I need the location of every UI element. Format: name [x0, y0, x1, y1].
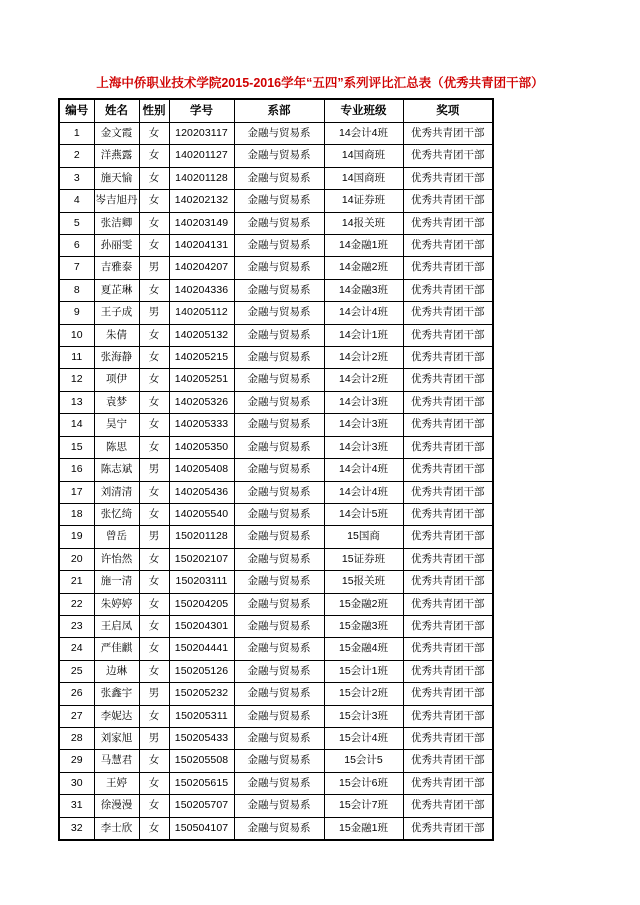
cell-award: 优秀共青团干部: [403, 414, 493, 436]
cell-dept: 金融与贸易系: [234, 750, 324, 772]
cell-class: 15会计6班: [324, 772, 403, 794]
table-row: [59, 615, 493, 637]
cell-sid: 150205126: [169, 660, 234, 682]
cell-dept: 金融与贸易系: [234, 123, 324, 145]
cell-gender: 女: [139, 705, 169, 727]
cell-num: 28: [59, 727, 94, 749]
cell-num: 8: [59, 279, 94, 301]
cell-num: 32: [59, 817, 94, 840]
cell-dept: 金融与贸易系: [234, 817, 324, 840]
cell-dept: 金融与贸易系: [234, 235, 324, 257]
cell-sid: 140205132: [169, 324, 234, 346]
table-row: [59, 279, 493, 301]
table-row: [59, 571, 493, 593]
cell-name: 洋燕露: [94, 145, 139, 167]
cell-gender: 男: [139, 459, 169, 481]
cell-num: 2: [59, 145, 94, 167]
cell-gender: 女: [139, 369, 169, 391]
cell-name: 项伊: [94, 369, 139, 391]
cell-num: 12: [59, 369, 94, 391]
cell-gender: 女: [139, 347, 169, 369]
cell-name: 张鑫宇: [94, 683, 139, 705]
table-row: [59, 235, 493, 257]
cell-sid: 150201128: [169, 526, 234, 548]
cell-sid: 120203117: [169, 123, 234, 145]
table-row: [59, 683, 493, 705]
cell-class: 15会计2班: [324, 683, 403, 705]
cell-dept: 金融与贸易系: [234, 638, 324, 660]
cell-num: 30: [59, 772, 94, 794]
cell-sid: 140203149: [169, 212, 234, 234]
cell-num: 14: [59, 414, 94, 436]
cell-award: 优秀共青团干部: [403, 638, 493, 660]
cell-class: 14会计3班: [324, 436, 403, 458]
cell-dept: 金融与贸易系: [234, 369, 324, 391]
cell-gender: 女: [139, 436, 169, 458]
cell-name: 张海静: [94, 347, 139, 369]
cell-sid: 140201127: [169, 145, 234, 167]
cell-name: 马慧君: [94, 750, 139, 772]
cell-name: 徐漫漫: [94, 795, 139, 817]
cell-class: 14报关班: [324, 212, 403, 234]
cell-class: 14会计4班: [324, 481, 403, 503]
cell-class: 14会计4班: [324, 123, 403, 145]
cell-class: 15金融3班: [324, 615, 403, 637]
cell-num: 22: [59, 593, 94, 615]
table-row: [59, 369, 493, 391]
cell-gender: 女: [139, 279, 169, 301]
cell-dept: 金融与贸易系: [234, 615, 324, 637]
cell-award: 优秀共青团干部: [403, 279, 493, 301]
cell-sid: 140204207: [169, 257, 234, 279]
cell-sid: 150504107: [169, 817, 234, 840]
cell-sid: 150205615: [169, 772, 234, 794]
cell-dept: 金融与贸易系: [234, 391, 324, 413]
cell-dept: 金融与贸易系: [234, 503, 324, 525]
cell-num: 4: [59, 190, 94, 212]
cell-dept: 金融与贸易系: [234, 279, 324, 301]
cell-dept: 金融与贸易系: [234, 727, 324, 749]
cell-num: 1: [59, 123, 94, 145]
table-row: [59, 817, 493, 840]
cell-class: 14会计5班: [324, 503, 403, 525]
cell-class: 15金融4班: [324, 638, 403, 660]
cell-award: 优秀共青团干部: [403, 548, 493, 570]
cell-award: 优秀共青团干部: [403, 436, 493, 458]
cell-sid: 140205333: [169, 414, 234, 436]
table-row: [59, 526, 493, 548]
cell-gender: 女: [139, 123, 169, 145]
cell-award: 优秀共青团干部: [403, 212, 493, 234]
cell-num: 23: [59, 615, 94, 637]
cell-gender: 女: [139, 414, 169, 436]
cell-class: 15会计7班: [324, 795, 403, 817]
cell-award: 优秀共青团干部: [403, 727, 493, 749]
cell-class: 15会计5: [324, 750, 403, 772]
cell-gender: 女: [139, 571, 169, 593]
cell-sid: 140205408: [169, 459, 234, 481]
cell-gender: 女: [139, 235, 169, 257]
cell-gender: 女: [139, 503, 169, 525]
cell-class: 15金融1班: [324, 817, 403, 840]
cell-name: 刘家旭: [94, 727, 139, 749]
cell-gender: 女: [139, 750, 169, 772]
cell-class: 14金融2班: [324, 257, 403, 279]
cell-award: 优秀共青团干部: [403, 190, 493, 212]
cell-sid: 140205326: [169, 391, 234, 413]
cell-award: 优秀共青团干部: [403, 571, 493, 593]
cell-num: 16: [59, 459, 94, 481]
cell-award: 优秀共青团干部: [403, 705, 493, 727]
cell-name: 王启凤: [94, 615, 139, 637]
table-row: [59, 302, 493, 324]
cell-class: 14会计3班: [324, 391, 403, 413]
cell-dept: 金融与贸易系: [234, 347, 324, 369]
cell-sid: 140205540: [169, 503, 234, 525]
cell-class: 15证券班: [324, 548, 403, 570]
cell-class: 15国商: [324, 526, 403, 548]
cell-name: 施一清: [94, 571, 139, 593]
cell-dept: 金融与贸易系: [234, 526, 324, 548]
cell-class: 15金融2班: [324, 593, 403, 615]
cell-name: 昊宁: [94, 414, 139, 436]
cell-class: 14会计2班: [324, 347, 403, 369]
cell-dept: 金融与贸易系: [234, 571, 324, 593]
table-row: [59, 593, 493, 615]
cell-award: 优秀共青团干部: [403, 526, 493, 548]
cell-name: 许怡然: [94, 548, 139, 570]
column-header-class: 专业班级: [324, 99, 403, 123]
cell-name: 李士欣: [94, 817, 139, 840]
cell-name: 朱婷婷: [94, 593, 139, 615]
cell-sid: 140204336: [169, 279, 234, 301]
cell-gender: 女: [139, 167, 169, 189]
cell-sid: 140202132: [169, 190, 234, 212]
cell-dept: 金融与贸易系: [234, 302, 324, 324]
table-row: [59, 391, 493, 413]
cell-gender: 女: [139, 481, 169, 503]
cell-dept: 金融与贸易系: [234, 481, 324, 503]
table-row: [59, 705, 493, 727]
page-title: 上海中侨职业技术学院2015-2016学年“五四”系列评比汇总表（优秀共青团干部）: [96, 76, 544, 90]
column-header-gender: 性别: [139, 99, 169, 123]
cell-gender: 女: [139, 615, 169, 637]
cell-sid: 150205433: [169, 727, 234, 749]
cell-dept: 金融与贸易系: [234, 145, 324, 167]
cell-dept: 金融与贸易系: [234, 212, 324, 234]
cell-name: 刘清清: [94, 481, 139, 503]
cell-num: 29: [59, 750, 94, 772]
table-row: [59, 795, 493, 817]
cell-name: 边琳: [94, 660, 139, 682]
cell-gender: 女: [139, 548, 169, 570]
cell-sid: 140205436: [169, 481, 234, 503]
cell-gender: 男: [139, 302, 169, 324]
cell-class: 15会计4班: [324, 727, 403, 749]
cell-award: 优秀共青团干部: [403, 683, 493, 705]
cell-gender: 女: [139, 212, 169, 234]
cell-gender: 男: [139, 727, 169, 749]
cell-dept: 金融与贸易系: [234, 683, 324, 705]
table-row: [59, 347, 493, 369]
cell-num: 31: [59, 795, 94, 817]
cell-name: 张洁卿: [94, 212, 139, 234]
cell-award: 优秀共青团干部: [403, 750, 493, 772]
cell-name: 袁梦: [94, 391, 139, 413]
cell-award: 优秀共青团干部: [403, 615, 493, 637]
cell-name: 张忆绮: [94, 503, 139, 525]
table-row: [59, 145, 493, 167]
cell-gender: 男: [139, 526, 169, 548]
cell-dept: 金融与贸易系: [234, 772, 324, 794]
cell-sid: 150204205: [169, 593, 234, 615]
cell-num: 3: [59, 167, 94, 189]
table-body: [59, 123, 493, 841]
cell-num: 11: [59, 347, 94, 369]
cell-gender: 男: [139, 683, 169, 705]
cell-dept: 金融与贸易系: [234, 459, 324, 481]
cell-award: 优秀共青团干部: [403, 347, 493, 369]
cell-gender: 女: [139, 324, 169, 346]
summary-table: [58, 98, 494, 841]
cell-class: 14金融3班: [324, 279, 403, 301]
table-row: [59, 459, 493, 481]
cell-sid: 140204131: [169, 235, 234, 257]
cell-name: 严佳麒: [94, 638, 139, 660]
cell-sid: 150205311: [169, 705, 234, 727]
cell-name: 曾岳: [94, 526, 139, 548]
cell-sid: 140201128: [169, 167, 234, 189]
table-row: [59, 123, 493, 145]
cell-award: 优秀共青团干部: [403, 391, 493, 413]
cell-class: 15会计1班: [324, 660, 403, 682]
cell-award: 优秀共青团干部: [403, 593, 493, 615]
cell-num: 25: [59, 660, 94, 682]
cell-class: 14会计4班: [324, 302, 403, 324]
cell-class: 14会计3班: [324, 414, 403, 436]
cell-gender: 女: [139, 593, 169, 615]
table-row: [59, 257, 493, 279]
table-row: [59, 660, 493, 682]
cell-sid: 140205112: [169, 302, 234, 324]
cell-award: 优秀共青团干部: [403, 369, 493, 391]
cell-name: 吉雅泰: [94, 257, 139, 279]
cell-gender: 女: [139, 772, 169, 794]
cell-num: 21: [59, 571, 94, 593]
cell-dept: 金融与贸易系: [234, 167, 324, 189]
table-row: [59, 212, 493, 234]
table-row: [59, 772, 493, 794]
cell-award: 优秀共青团干部: [403, 257, 493, 279]
cell-award: 优秀共青团干部: [403, 302, 493, 324]
cell-name: 王子成: [94, 302, 139, 324]
cell-gender: 女: [139, 660, 169, 682]
column-header-num: 编号: [59, 99, 94, 123]
cell-num: 15: [59, 436, 94, 458]
cell-class: 14国商班: [324, 167, 403, 189]
cell-sid: 150205508: [169, 750, 234, 772]
cell-gender: 女: [139, 391, 169, 413]
table-row: [59, 750, 493, 772]
cell-gender: 女: [139, 190, 169, 212]
cell-dept: 金融与贸易系: [234, 548, 324, 570]
cell-sid: 150205707: [169, 795, 234, 817]
cell-dept: 金融与贸易系: [234, 190, 324, 212]
table-row: [59, 436, 493, 458]
cell-award: 优秀共青团干部: [403, 772, 493, 794]
cell-name: 金文霞: [94, 123, 139, 145]
cell-num: 10: [59, 324, 94, 346]
cell-dept: 金融与贸易系: [234, 257, 324, 279]
cell-sid: 150204301: [169, 615, 234, 637]
column-header-award: 奖项: [403, 99, 493, 123]
cell-num: 7: [59, 257, 94, 279]
cell-award: 优秀共青团干部: [403, 481, 493, 503]
cell-num: 27: [59, 705, 94, 727]
cell-class: 14会计1班: [324, 324, 403, 346]
column-header-sid: 学号: [169, 99, 234, 123]
cell-class: 15会计3班: [324, 705, 403, 727]
cell-gender: 男: [139, 257, 169, 279]
cell-dept: 金融与贸易系: [234, 593, 324, 615]
cell-dept: 金融与贸易系: [234, 795, 324, 817]
cell-num: 26: [59, 683, 94, 705]
column-header-dept: 系部: [234, 99, 324, 123]
cell-award: 优秀共青团干部: [403, 795, 493, 817]
cell-name: 李妮达: [94, 705, 139, 727]
cell-sid: 150205232: [169, 683, 234, 705]
cell-num: 19: [59, 526, 94, 548]
cell-name: 夏芷琳: [94, 279, 139, 301]
cell-dept: 金融与贸易系: [234, 705, 324, 727]
cell-gender: 女: [139, 817, 169, 840]
summary-table-container: [58, 98, 492, 841]
cell-num: 18: [59, 503, 94, 525]
table-header: [59, 99, 493, 123]
table-row: [59, 638, 493, 660]
cell-name: 岑吉旭丹: [94, 190, 139, 212]
cell-class: 14证券班: [324, 190, 403, 212]
cell-gender: 女: [139, 638, 169, 660]
cell-class: 14金融1班: [324, 235, 403, 257]
table-row: [59, 503, 493, 525]
cell-sid: 150202107: [169, 548, 234, 570]
cell-dept: 金融与贸易系: [234, 436, 324, 458]
cell-name: 孙丽雯: [94, 235, 139, 257]
table-row: [59, 167, 493, 189]
cell-award: 优秀共青团干部: [403, 503, 493, 525]
cell-award: 优秀共青团干部: [403, 459, 493, 481]
cell-gender: 女: [139, 145, 169, 167]
cell-sid: 150203111: [169, 571, 234, 593]
cell-award: 优秀共青团干部: [403, 324, 493, 346]
table-row: [59, 190, 493, 212]
cell-name: 施天愉: [94, 167, 139, 189]
cell-class: 14国商班: [324, 145, 403, 167]
cell-num: 9: [59, 302, 94, 324]
table-row: [59, 727, 493, 749]
table-row: [59, 414, 493, 436]
cell-name: 朱倩: [94, 324, 139, 346]
cell-num: 20: [59, 548, 94, 570]
cell-dept: 金融与贸易系: [234, 660, 324, 682]
cell-sid: 140205350: [169, 436, 234, 458]
cell-award: 优秀共青团干部: [403, 235, 493, 257]
cell-num: 6: [59, 235, 94, 257]
cell-award: 优秀共青团干部: [403, 123, 493, 145]
cell-sid: 140205251: [169, 369, 234, 391]
cell-award: 优秀共青团干部: [403, 145, 493, 167]
cell-name: 陈思: [94, 436, 139, 458]
table-row: [59, 481, 493, 503]
cell-name: 陈志斌: [94, 459, 139, 481]
cell-num: 5: [59, 212, 94, 234]
cell-award: 优秀共青团干部: [403, 660, 493, 682]
cell-name: 王婷: [94, 772, 139, 794]
cell-award: 优秀共青团干部: [403, 817, 493, 840]
cell-class: 14会计4班: [324, 459, 403, 481]
cell-dept: 金融与贸易系: [234, 414, 324, 436]
cell-sid: 140205215: [169, 347, 234, 369]
cell-class: 15报关班: [324, 571, 403, 593]
cell-award: 优秀共青团干部: [403, 167, 493, 189]
cell-num: 24: [59, 638, 94, 660]
cell-gender: 女: [139, 795, 169, 817]
cell-dept: 金融与贸易系: [234, 324, 324, 346]
cell-sid: 150204441: [169, 638, 234, 660]
column-header-name: 姓名: [94, 99, 139, 123]
cell-class: 14会计2班: [324, 369, 403, 391]
table-header-row: [59, 99, 493, 123]
cell-num: 17: [59, 481, 94, 503]
cell-num: 13: [59, 391, 94, 413]
table-row: [59, 324, 493, 346]
table-row: [59, 548, 493, 570]
